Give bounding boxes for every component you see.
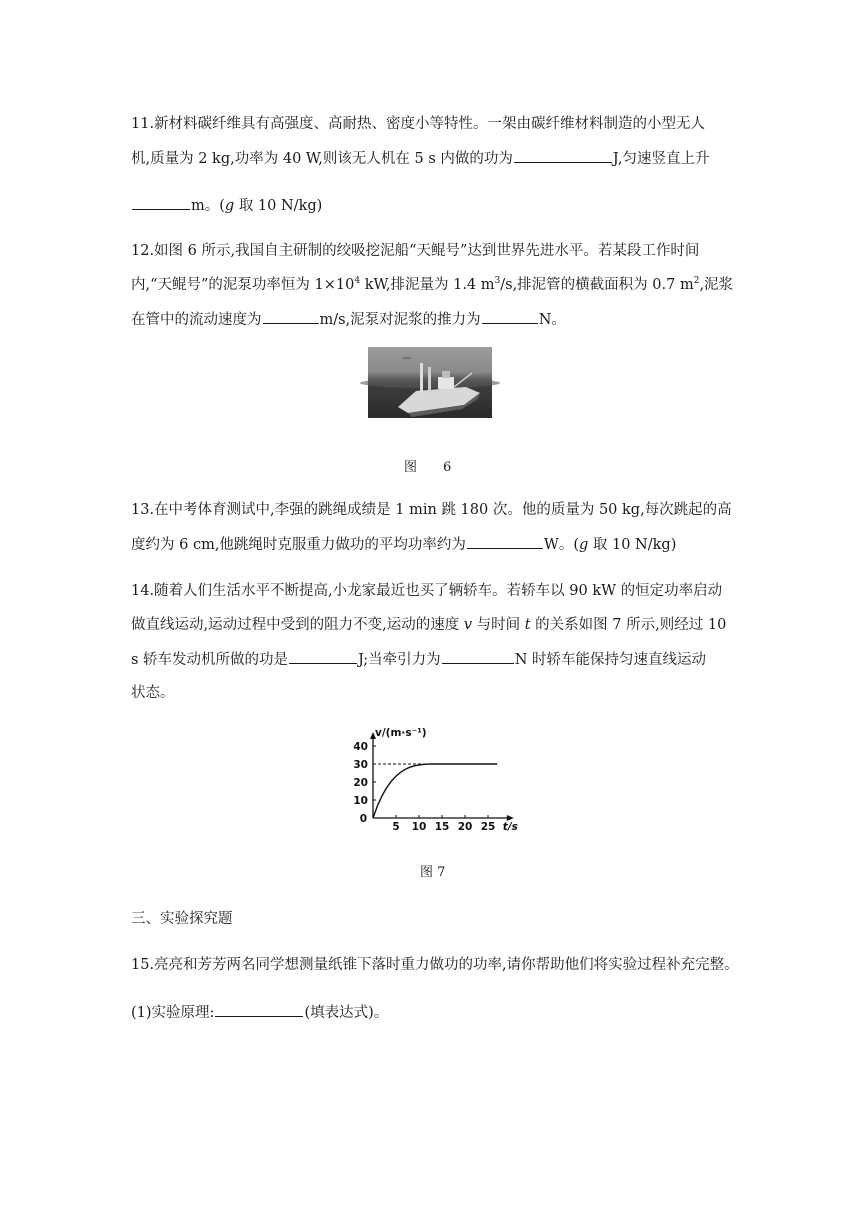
x-tick-label: 5	[392, 821, 400, 833]
answer-blank[interactable]	[289, 649, 357, 664]
y-tick-label: 20	[353, 777, 368, 789]
q15-line-2: (1)实验原理: (填表达式)。	[131, 1002, 388, 1023]
q11-line-3: m。(g 取 10 N/kg)	[131, 195, 322, 216]
figure-6-caption: 图 6	[404, 460, 452, 475]
q14-line-3: s 轿车发动机所做的功是 J;当牵引力为 N 时轿车能保持匀速直线运动	[131, 649, 706, 670]
answer-blank[interactable]	[132, 195, 190, 210]
q12-line-3: 在管中的流动速度为 m/s,泥泵对泥浆的推力为 N。	[131, 309, 566, 330]
x-tick-label: 10	[411, 821, 427, 833]
y-tick-label: 40	[353, 741, 368, 753]
answer-blank[interactable]	[263, 309, 319, 324]
origin-label: 0	[359, 813, 367, 825]
answer-blank[interactable]	[514, 148, 612, 163]
figure-7-caption: 图 7	[420, 865, 446, 880]
q14-line-1: 14.随着人们生活水平不断提高,小龙家最近也买了辆轿车。若轿车以 90 kW 的恒定功率启动	[131, 583, 723, 599]
q11-line-2: 机,质量为 2 kg,功率为 40 W,则该无人机在 5 s 内做的功为 J,匀速竖直上升	[131, 148, 709, 169]
velocity-curve	[373, 764, 497, 818]
y-axis-label: v/(m·s⁻¹)	[375, 727, 427, 739]
q14-line-4: 状态。	[131, 685, 175, 701]
answer-blank[interactable]	[442, 649, 514, 664]
q14-line-2: 做直线运动,运动过程中受到的阻力不变,运动的速度 v 与时间 t 的关系如图 7 所示,则经过 10	[131, 617, 727, 633]
q12-line-1: 12.如图 6 所示,我国自主研制的绞吸挖泥船“天鲲号”达到世界先进水平。若某段工作时间	[131, 243, 700, 259]
answer-blank[interactable]	[215, 1002, 303, 1017]
section-heading: 三、实验探究题	[131, 911, 233, 927]
q11-line-1: 11.新材料碳纤维具有高强度、高耐热、密度小等特性。一架由碳纤维材料制造的小型无人	[131, 116, 706, 132]
q13-line-1: 13.在中考体育测试中,李强的跳绳成绩是 1 min 跳 180 次。他的质量为 50 kg,每次跳起的高	[131, 502, 732, 518]
q13-line-2: 度约为 6 cm,他跳绳时克服重力做功的平均功率约为 W。(g 取 10 N/kg)	[131, 534, 676, 555]
q12-line-2: 内,“天鲲号”的泥泵功率恒为 $1\times 10^4$ kW,排泥量为 1.4 $m^3/s$,排泥管的横截面积为 0.7 $m^2$,泥浆	[131, 276, 734, 293]
y-tick-label: 30	[353, 759, 368, 771]
x-axis-label: t/s	[502, 821, 518, 833]
answer-blank[interactable]	[467, 534, 543, 549]
x-tick-label: 20	[457, 821, 473, 833]
q15-line-1: 15.亮亮和芳芳两名同学想测量纸锥下落时重力做功的功率,请你帮助他们将实验过程补充完整。	[131, 957, 739, 973]
x-tick-label: 15	[434, 821, 450, 833]
dredger-ship-photo	[368, 347, 492, 418]
velocity-time-chart	[345, 725, 518, 835]
answer-blank[interactable]	[482, 309, 538, 324]
x-tick-label: 25	[480, 821, 496, 833]
y-tick-label: 10	[353, 795, 368, 807]
